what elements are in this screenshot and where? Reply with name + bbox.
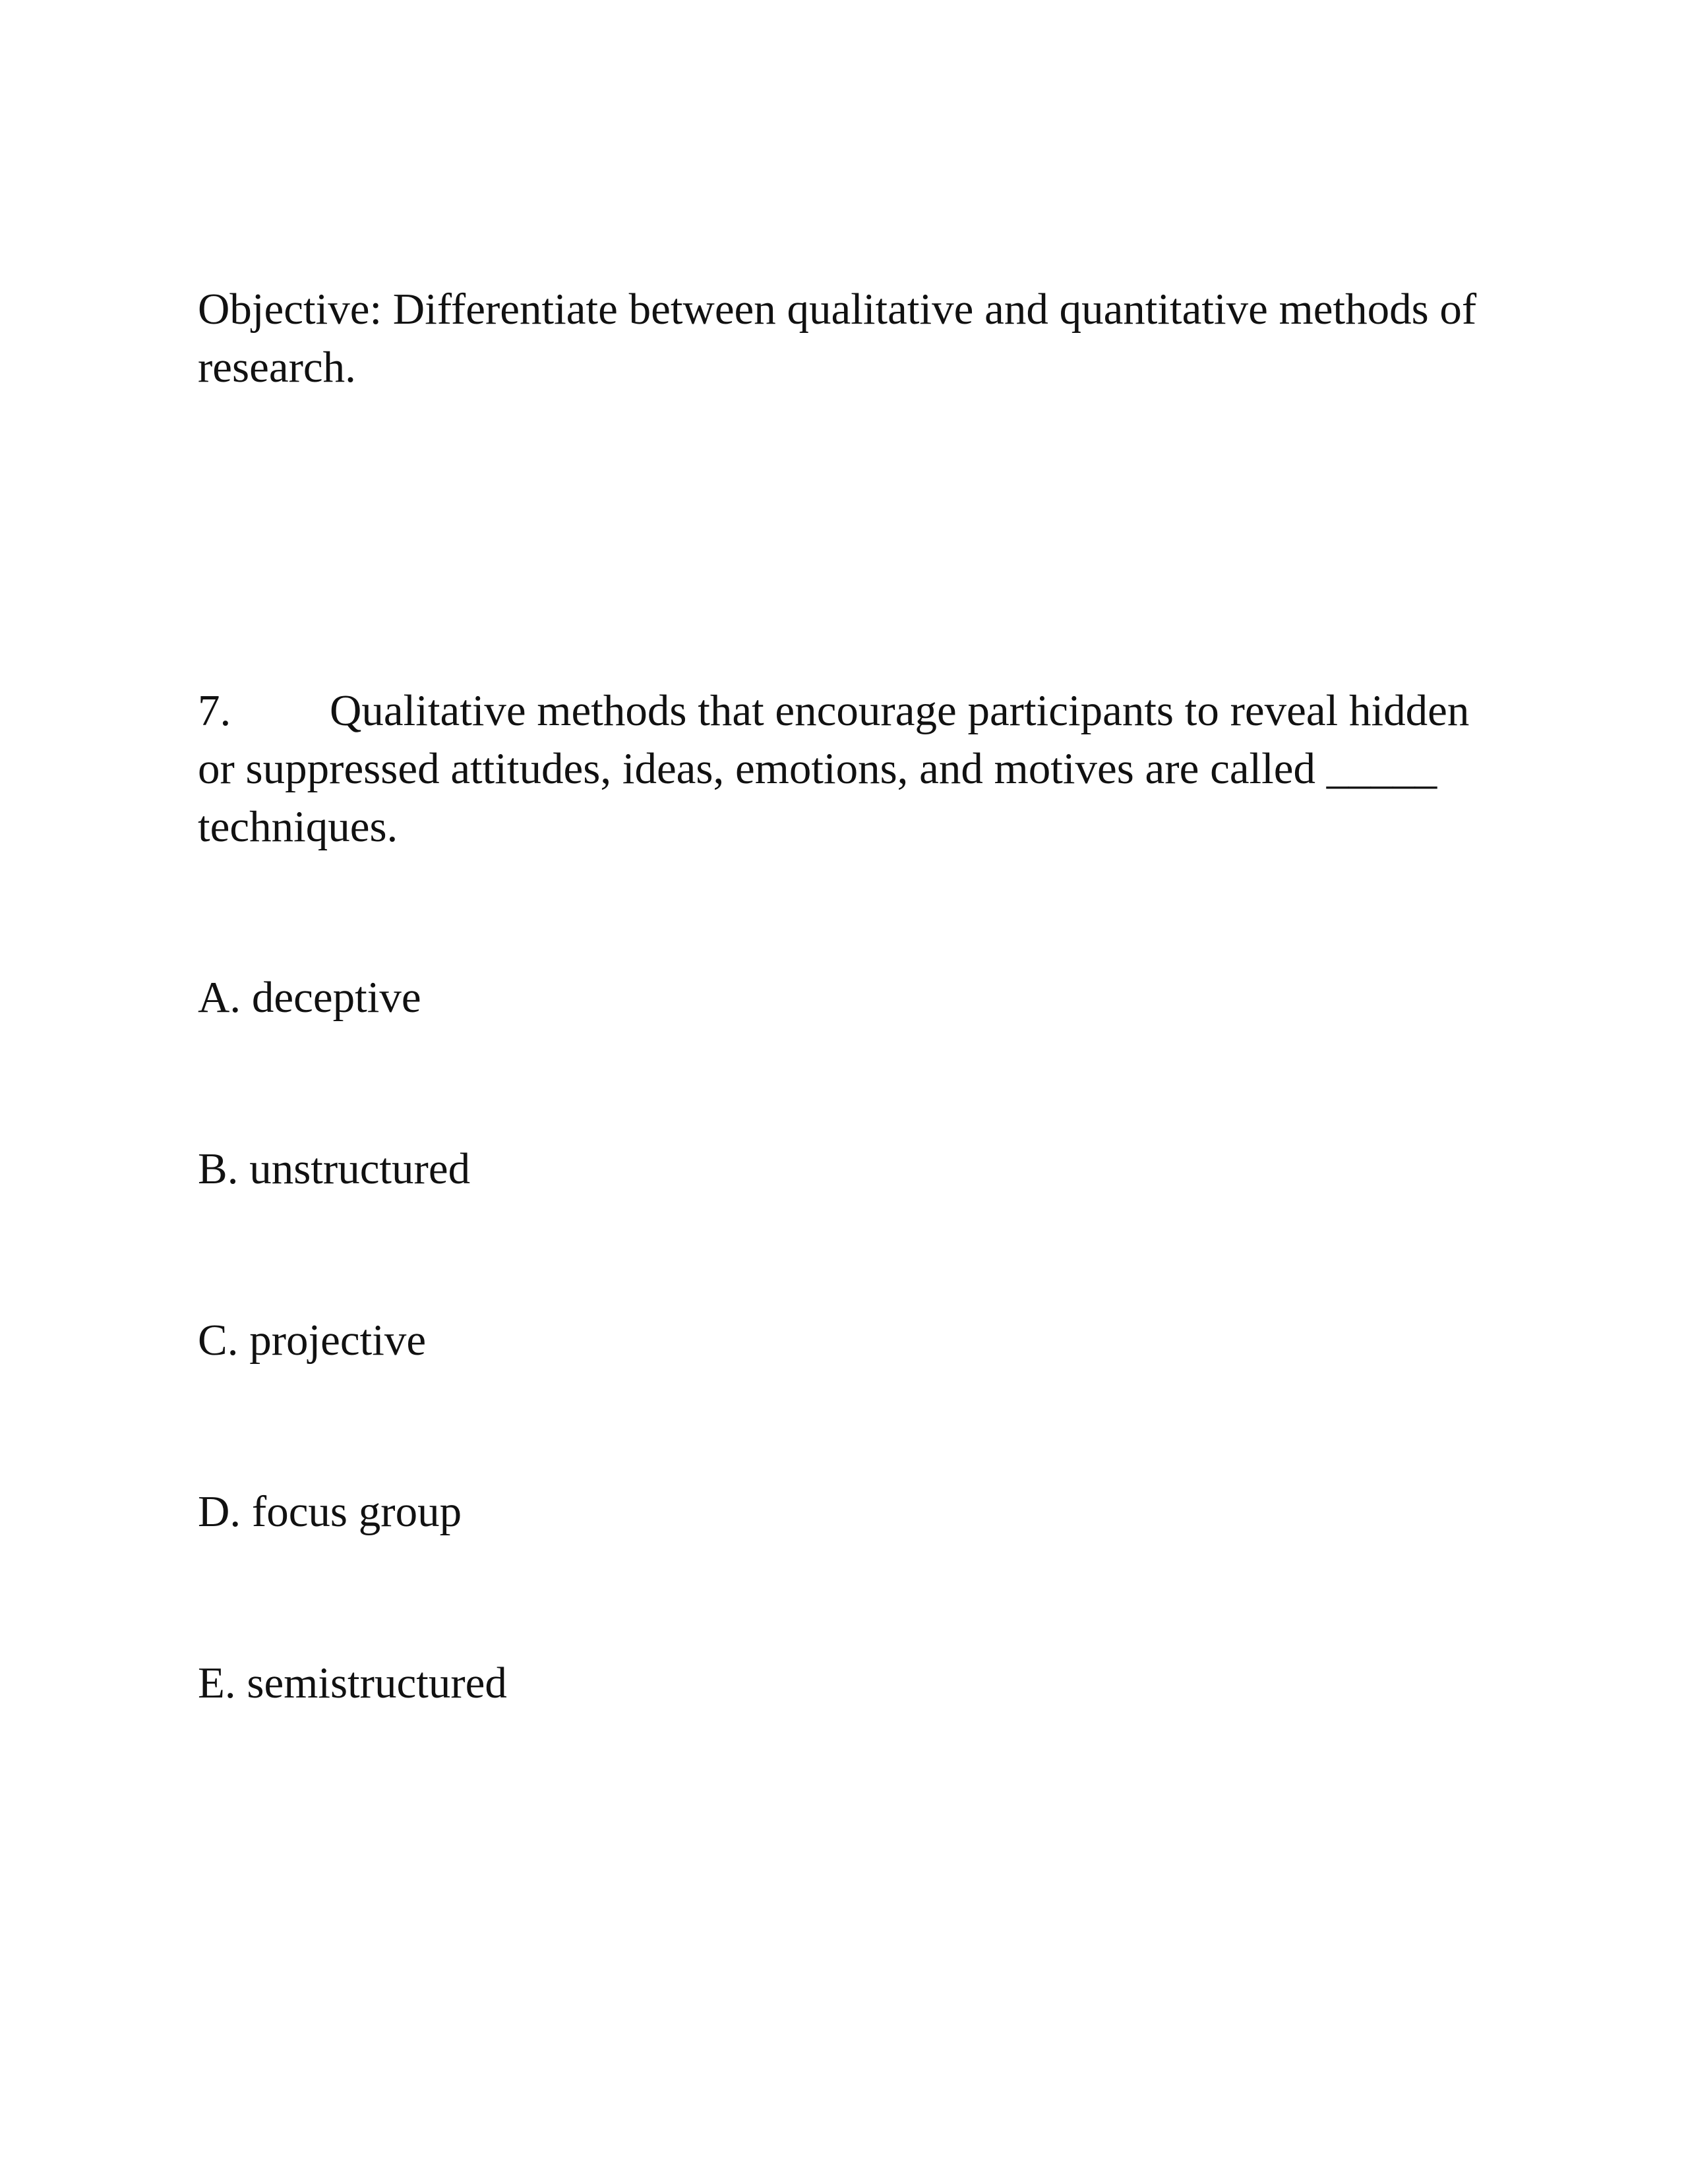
question-stem [198, 682, 1469, 856]
objective-line-1: Objective: Differentiate between qualitative and quantitative methods of [198, 285, 1477, 334]
question-line-1 [198, 682, 1469, 740]
question-text-line-3: techniques. [198, 802, 398, 851]
answer-option-c: C. projective [198, 1316, 427, 1365]
answer-option-e: E. semistructured [198, 1659, 507, 1707]
answer-option-d: D. focus group [198, 1487, 462, 1536]
question-text-line-1: Qualitative methods that encourage participants to reveal hidden [330, 686, 1470, 735]
objective-text [198, 280, 1517, 396]
question-text-line-2: or suppressed attitudes, ideas, emotions, and motives are called _____ [198, 744, 1437, 793]
answer-option-b: B. unstructured [198, 1144, 471, 1193]
question-number: 7. [198, 686, 231, 735]
answer-option-a: A. deceptive [198, 973, 421, 1022]
objective-line-2: research. [198, 343, 356, 392]
